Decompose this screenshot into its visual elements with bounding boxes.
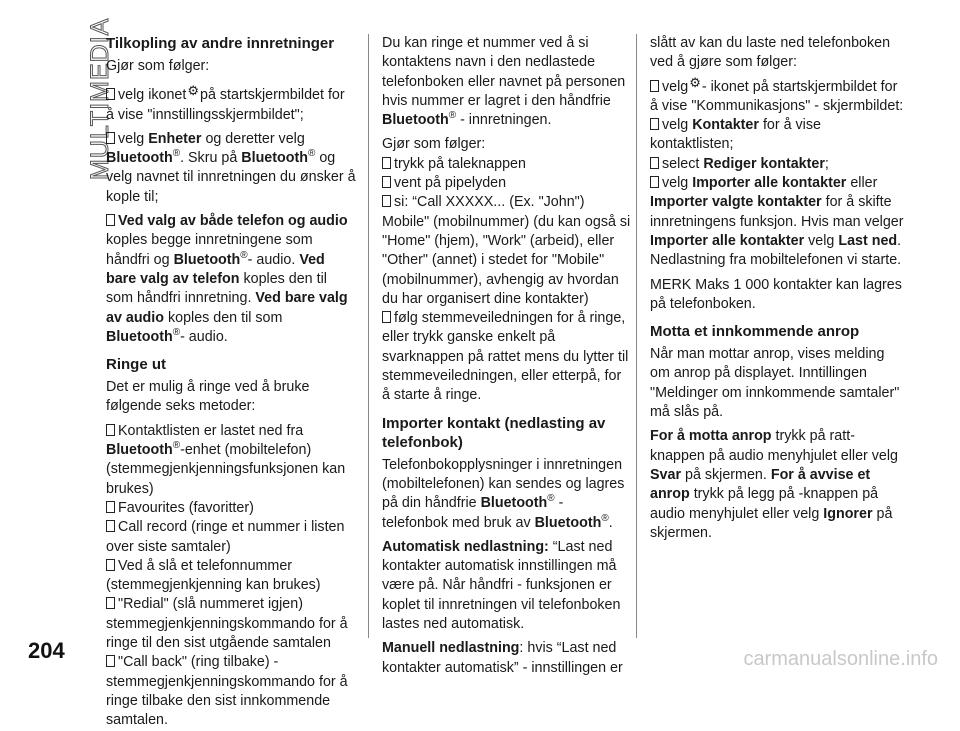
list-item: vent på pipelyden	[382, 174, 632, 193]
list-item: velg Importer alle kontakter eller Importer valgte kontakter for å skifte innretningens funksjon. Hvis man velger Importer alle kontakter velg Last ned. Nedlastning fra mobiltelefonen vi starte.	[650, 175, 904, 269]
heading-incoming-call: Motta et innkommende anrop	[650, 323, 860, 341]
list-item: "Call back" (ring tilbake) - stemmegjenkjenningskommando for å ringe tilbake den sist innkommende samtalen.	[106, 654, 348, 729]
bullet-item: velg ikonet⚙på startskjermbildet for å vise "innstillingsskjermbildet";	[106, 83, 345, 123]
column-3	[650, 34, 905, 548]
paragraph: Gjør som følger:	[106, 58, 210, 74]
checkbox-icon	[106, 214, 115, 226]
checkbox-icon	[106, 132, 115, 144]
section-title: MULTIMEDIA	[86, 17, 114, 180]
paragraph: Når man mottar anrop, vises melding om anrop på displayet. Inntillingen "Meldinger om innkommende samtaler" må slås på.	[650, 346, 900, 421]
list-item: Call record (ringe et nummer i listen over siste samtaler)	[106, 519, 345, 555]
paragraph: Gjør som følger:	[382, 136, 486, 153]
list-item: Kontaktlisten er lastet ned fra Bluetooth®-enhet (mobiltelefon) (stemmegjenkjenningsfunksjonen kan brukes)	[106, 422, 346, 497]
gear-icon: ⚙	[187, 83, 200, 99]
watermark: carmanualsonline.info	[743, 648, 938, 670]
checkbox-icon	[650, 176, 659, 188]
checkbox-icon	[382, 195, 391, 207]
checkbox-icon	[106, 597, 115, 609]
column-1	[106, 34, 356, 731]
checkbox-icon	[106, 88, 115, 100]
list-item: Favourites (favoritter)	[106, 499, 356, 518]
column-divider	[368, 34, 369, 638]
checkbox-icon	[106, 520, 115, 532]
paragraph: Automatisk nedlastning: “Last ned kontakter automatisk innstillingen må være på. Når håndfri - funksjonen er koplet til innretningen vil telefonboken lastes ned automatisk.	[382, 538, 621, 633]
bullet-item: Ved valg av både telefon og audio koples begge innretningene som håndfri og Bluetooth®- audio. Ved bare valg av telefon koples den til som håndfri innretning. Ved bare valg av audio koples den til som Bluetooth®- audio.	[106, 213, 348, 345]
paragraph: Manuell nedlastning: hvis “Last ned kontakter automatisk” - innstillingen er	[382, 640, 623, 676]
checkbox-icon	[650, 80, 659, 92]
note: MERK Maks 1 000 kontakter kan lagres på telefonboken.	[650, 276, 902, 312]
checkbox-icon	[106, 501, 115, 513]
checkbox-icon	[382, 311, 391, 323]
column-2	[382, 34, 632, 683]
checkbox-icon	[382, 176, 391, 188]
list-item: Ved å slå et telefonnummer (stemmegjenkjenning kan brukes)	[106, 557, 321, 594]
list-item: select Rediger kontakter;	[650, 155, 905, 174]
heading-connect-devices: Tilkopling av andre innretninger	[106, 35, 335, 52]
section-side-tab	[50, 17, 114, 182]
checkbox-icon	[650, 157, 659, 169]
checkbox-icon	[106, 655, 115, 667]
paragraph: Telefonbokopplysninger i innretningen (mobiltelefonen) kan sendes og lagres på din håndfrie Bluetooth® - telefonbok med bruk av Bluetooth®.	[382, 456, 625, 531]
list-item: følg stemmeveiledningen for å ringe, eller trykk ganske enkelt på svarknappen på rattet mens du lytter til stemmeveiledningen, eller etterpå, for å starte å ringe.	[382, 310, 629, 404]
list-item: velg Kontakter for å vise kontaktlisten;	[650, 117, 821, 153]
gear-icon: ⚙	[689, 74, 701, 90]
checkbox-icon	[106, 424, 115, 436]
checkbox-icon	[106, 559, 115, 571]
paragraph: Det er mulig å ringe ved å bruke følgende seks metoder:	[106, 379, 310, 415]
column-divider	[636, 34, 637, 638]
paragraph: For å motta anrop trykk på ratt-knappen på audio menyhjulet eller velg Svar på skjermen. For å avvise et anrop trykk på legg på -knappen på audio menyhjulet eller velg Ignorer på skjermen.	[650, 428, 898, 541]
checkbox-icon	[382, 157, 391, 169]
heading-calling: Ringe ut	[106, 356, 166, 374]
paragraph: Du kan ringe et nummer ved å si kontaktens navn i den nedlastede telefonboken eller navnet på personen hvis nummer er lagret i den håndfrie Bluetooth® - innretningen.	[382, 35, 626, 129]
list-item: "Redial" (slå nummeret igjen) stemmegjenkjenningskommando for å ringe til den sist utgående samtalen	[106, 596, 348, 652]
list-item: velg⚙- ikonet på startskjermbildet for å vise "Kommunikasjons" - skjermbildet:	[650, 74, 904, 114]
page-number: 204	[28, 638, 65, 663]
list-item: trykk på taleknappen	[382, 155, 632, 174]
bullet-item: velg Enheter og deretter velg Bluetooth®. Skru på Bluetooth® og velg navnet til innretningen du ønsker å kople til;	[106, 130, 356, 205]
checkbox-icon	[650, 118, 659, 130]
list-item: si: “Call XXXXX... (Ex. "John") Mobile" (mobilnummer) (du kan også si "Home" (hjem), "Work" (arbeid), eller "Other" (annet) i stedet for "Mobile" (mobilnummer), avhengig av hvordan du har organisert dine kontakter)	[382, 194, 631, 307]
paragraph: slått av kan du laste ned telefonboken ved å gjøre som følger:	[650, 35, 891, 71]
heading-import-contacts: Importer kontakt (nedlasting av telefonbok)	[382, 414, 606, 451]
